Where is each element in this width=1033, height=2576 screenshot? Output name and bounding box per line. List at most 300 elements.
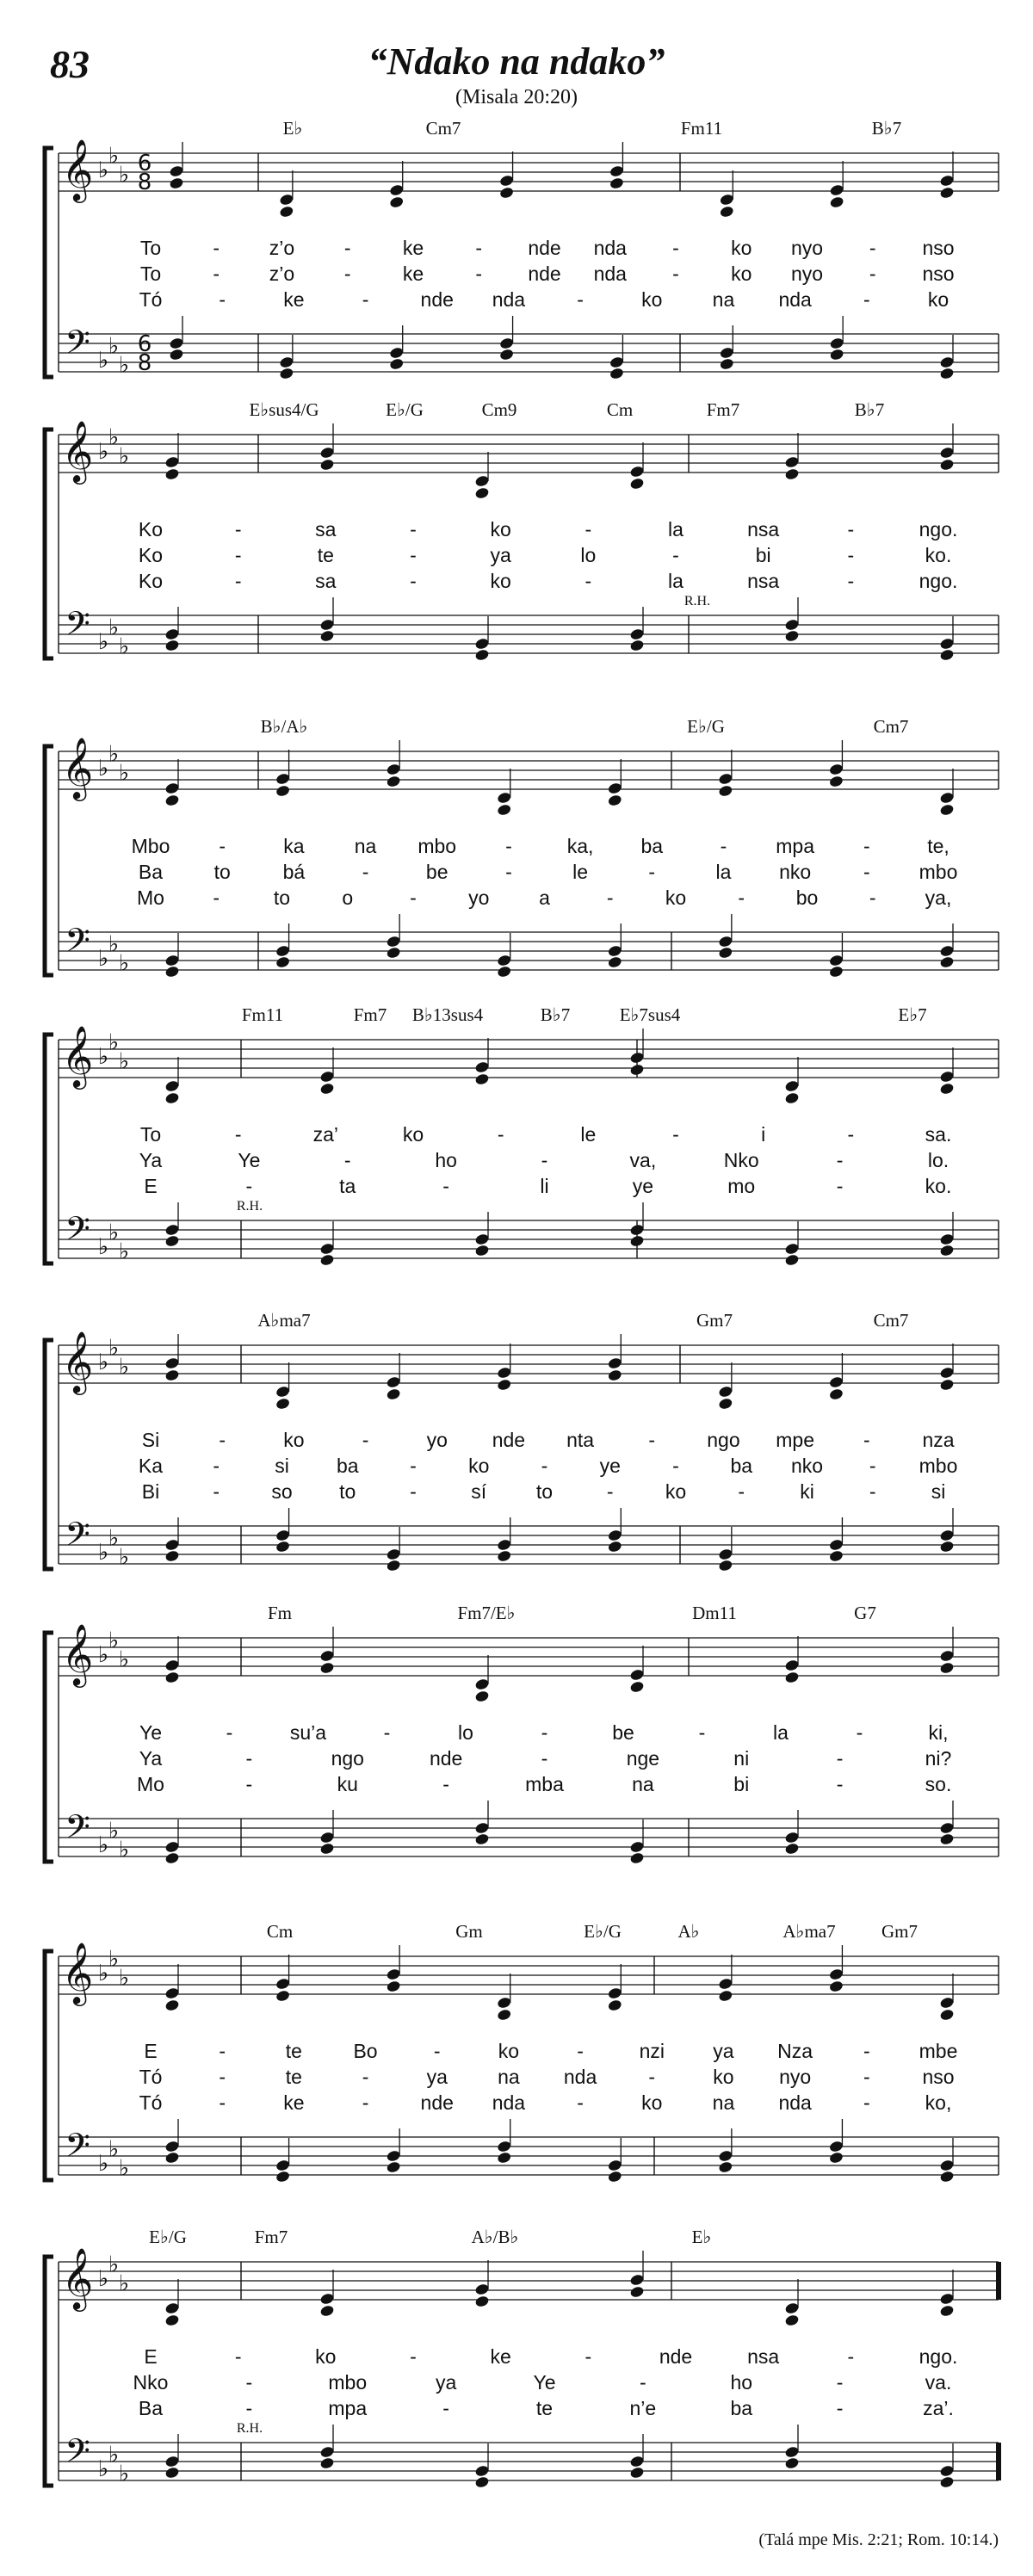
lyric-syllable: To xyxy=(139,237,162,259)
flat-icon: ♭ xyxy=(118,1354,130,1381)
lyric-syllable: ka, xyxy=(566,835,594,857)
lyric-syllable: te xyxy=(317,544,334,566)
lyric-hyphen: - xyxy=(738,1480,745,1503)
bass-note xyxy=(629,1234,645,1247)
harmony-note xyxy=(169,176,184,189)
lyric-hyphen: - xyxy=(640,2371,646,2394)
lyric-syllable: Mbo xyxy=(131,835,170,857)
flat-icon: ♭ xyxy=(118,2270,130,2297)
bass-note xyxy=(629,2466,645,2479)
lyric-syllable: nza xyxy=(922,1429,955,1451)
bass-note xyxy=(784,1842,800,1855)
lyric-hyphen: - xyxy=(836,1773,844,1795)
flat-icon: ♭ xyxy=(97,946,109,972)
chord-symbol: Fm11 xyxy=(680,118,723,139)
harmony-note xyxy=(164,1091,180,1104)
lyric-syllable: Ko xyxy=(138,570,164,592)
harmony-note xyxy=(607,794,622,806)
right-hand-marker: R.H. xyxy=(684,594,711,608)
melody-note xyxy=(389,183,405,196)
harmony-note xyxy=(275,1397,291,1410)
lyric-hyphen: - xyxy=(585,570,592,592)
lyric-syllable: ko xyxy=(490,518,511,541)
lyric-syllable: nde xyxy=(528,237,561,259)
bass-note xyxy=(389,357,405,370)
lyric-syllable: ko xyxy=(927,288,949,311)
bass-note xyxy=(718,935,733,948)
bass-note xyxy=(319,2445,335,2458)
bass-note xyxy=(474,1244,490,1257)
bass-clef-icon: 𝄢 xyxy=(65,921,90,967)
bass-note xyxy=(939,648,955,661)
melody-note xyxy=(828,1375,844,1388)
harmony-note xyxy=(609,176,624,189)
lyric-syllable: va, xyxy=(629,1149,657,1171)
bass-note xyxy=(497,965,512,978)
chord-symbol: A♭/B♭ xyxy=(471,2227,519,2247)
bass-note xyxy=(164,1851,180,1864)
bass-note xyxy=(939,1832,955,1845)
bass-note xyxy=(939,944,955,957)
lyric-hyphen: - xyxy=(505,861,512,883)
harmony-note xyxy=(474,1690,490,1702)
lyric-syllable: ki xyxy=(800,1480,814,1503)
bass-note xyxy=(499,337,515,349)
lyric-syllable: lo xyxy=(458,1721,473,1744)
flat-icon: ♭ xyxy=(108,1029,120,1056)
lyric-syllable: Ye xyxy=(238,1149,261,1171)
system-bracket xyxy=(45,1633,53,1862)
lyric-hyphen: - xyxy=(433,2040,441,2062)
harmony-note xyxy=(718,784,733,797)
lyric-syllable: ko xyxy=(402,1123,424,1146)
right-hand-marker: R.H. xyxy=(236,2421,263,2436)
bass-note xyxy=(719,357,734,370)
melody-note xyxy=(499,174,515,187)
melody-note xyxy=(607,1356,622,1369)
flat-icon: ♭ xyxy=(108,143,120,170)
lyric-syllable: nsa xyxy=(747,570,780,592)
lyric-syllable: ku xyxy=(337,1773,358,1795)
melody-note xyxy=(784,2301,800,2314)
bass-note xyxy=(275,2159,291,2171)
lyric-hyphen: - xyxy=(863,2091,870,2114)
harmony-note xyxy=(828,1387,844,1400)
melody-note xyxy=(386,1375,401,1388)
lyric-syllable: nzi xyxy=(639,2040,665,2062)
flat-icon: ♭ xyxy=(118,443,130,470)
lyric-syllable: ya xyxy=(435,2371,457,2394)
lyric-syllable: to xyxy=(339,1480,356,1503)
lyric-hyphen: - xyxy=(606,886,614,909)
melody-note xyxy=(784,1079,800,1092)
lyric-syllable: z’o xyxy=(269,263,295,285)
lyric-syllable: ya xyxy=(426,2066,448,2088)
system-bracket xyxy=(45,1340,53,1569)
melody-note xyxy=(275,1977,291,1990)
lyric-hyphen: - xyxy=(362,1429,369,1451)
harmony-note xyxy=(629,477,645,490)
treble-clef-icon: 𝄞 xyxy=(61,419,94,482)
bass-note xyxy=(784,1831,800,1844)
harmony-note xyxy=(939,186,955,199)
melody-note xyxy=(164,1986,180,1999)
lyric-syllable: ni? xyxy=(925,1747,952,1770)
system-bracket xyxy=(45,1035,53,1263)
lyric-syllable: mpa xyxy=(776,835,815,857)
lyric-syllable: nda xyxy=(563,2066,597,2088)
lyric-syllable: nsa xyxy=(747,518,780,541)
bass-note xyxy=(718,946,733,959)
lyric-hyphen: - xyxy=(847,544,855,566)
flat-icon: ♭ xyxy=(108,615,120,641)
harmony-note xyxy=(939,2008,955,2021)
flat-icon: ♭ xyxy=(97,1044,109,1070)
chord-symbol: A♭ma7 xyxy=(782,1921,836,1942)
flat-icon: ♭ xyxy=(108,1335,120,1362)
bass-note xyxy=(164,1234,180,1247)
lyric-syllable: ba xyxy=(730,2397,753,2419)
harmony-note xyxy=(784,2313,800,2326)
lyric-hyphen: - xyxy=(869,237,876,259)
lyric-syllable: le xyxy=(572,861,589,883)
bass-note xyxy=(828,954,844,967)
bass-note xyxy=(939,2475,955,2488)
system-bracket xyxy=(45,429,53,658)
chord-symbol: E♭ xyxy=(691,2227,712,2247)
harmony-note xyxy=(607,1368,622,1381)
lyric-syllable: Ba xyxy=(138,861,164,883)
lyric-syllable: ke xyxy=(490,2345,511,2368)
bass-note xyxy=(497,1538,512,1551)
melody-note xyxy=(719,193,734,206)
lyric-hyphen: - xyxy=(219,2066,226,2088)
bass-clef-icon: 𝄢 xyxy=(65,1807,90,1854)
melody-note xyxy=(319,446,335,459)
lyric-syllable: na xyxy=(354,835,377,857)
lyric-syllable: bo xyxy=(795,886,819,909)
lyric-hyphen: - xyxy=(362,861,369,883)
lyric-hyphen: - xyxy=(847,518,855,541)
harmony-note xyxy=(389,195,405,208)
bass-note xyxy=(474,2464,490,2477)
lyric-syllable: Ya xyxy=(139,1149,163,1171)
bass-note xyxy=(718,1559,733,1572)
chord-symbol: E♭/G xyxy=(386,399,424,420)
lyric-syllable: Ye xyxy=(139,1721,163,1744)
bass-note xyxy=(607,2159,622,2171)
lyric-hyphen: - xyxy=(836,2371,844,2394)
lyric-hyphen: - xyxy=(410,1455,417,1477)
lyric-syllable: na xyxy=(712,2091,735,2114)
melody-note xyxy=(939,1649,955,1662)
melody-note xyxy=(319,1070,335,1083)
lyric-syllable: su’a xyxy=(289,1721,327,1744)
time-signature-bottom: 8 xyxy=(137,350,152,376)
flat-icon: ♭ xyxy=(118,1837,130,1863)
flat-icon: ♭ xyxy=(118,2155,130,2182)
lyric-syllable: mbo xyxy=(418,835,457,857)
lyric-hyphen: - xyxy=(672,1455,679,1477)
bass-note xyxy=(319,1242,335,1255)
lyric-syllable: ba xyxy=(730,1455,753,1477)
lyric-syllable: ko xyxy=(315,2345,337,2368)
lyric-hyphen: - xyxy=(213,1480,220,1503)
lyric-syllable: nde xyxy=(420,288,454,311)
lyric-syllable: Mo xyxy=(137,886,164,909)
lyric-hyphen: - xyxy=(847,570,855,592)
melody-note xyxy=(319,2292,335,2305)
melody-note xyxy=(609,164,624,177)
lyric-hyphen: - xyxy=(226,1721,233,1744)
lyric-hyphen: - xyxy=(410,518,417,541)
lyric-hyphen: - xyxy=(863,835,870,857)
lyric-syllable: ngo. xyxy=(919,2345,958,2368)
lyric-hyphen: - xyxy=(410,570,417,592)
lyric-syllable: mbo xyxy=(919,861,958,883)
lyric-hyphen: - xyxy=(672,1123,679,1146)
bass-clef-icon: 𝄢 xyxy=(65,1209,90,1256)
bass-note xyxy=(169,348,184,361)
harmony-note xyxy=(607,1998,622,2011)
flat-icon: ♭ xyxy=(97,158,109,183)
flat-icon: ♭ xyxy=(118,1239,130,1265)
chord-symbol: Cm7 xyxy=(873,1310,909,1331)
lyric-syllable: nge xyxy=(626,1747,660,1770)
chord-symbol: Cm7 xyxy=(873,716,909,737)
melody-note xyxy=(718,1977,733,1990)
lyric-syllable: nda xyxy=(593,237,627,259)
lyric-syllable: Mo xyxy=(137,1773,164,1795)
lyric-syllable: yo xyxy=(468,886,490,909)
bass-note xyxy=(497,954,512,967)
lyric-syllable: ngo. xyxy=(919,570,958,592)
lyric-syllable: ko xyxy=(641,288,663,311)
system-bracket xyxy=(45,2257,53,2486)
harmony-note xyxy=(164,1998,180,2011)
harmony-note xyxy=(828,775,844,788)
flat-icon: ♭ xyxy=(108,1220,120,1246)
flat-icon: ♭ xyxy=(97,629,109,655)
bass-note xyxy=(719,346,734,359)
lyric-hyphen: - xyxy=(541,1455,548,1477)
lyric-syllable: nde xyxy=(492,1429,526,1451)
bass-note xyxy=(275,1540,291,1553)
bass-note xyxy=(939,355,955,368)
melody-note xyxy=(607,1986,622,1999)
melody-note xyxy=(474,1677,490,1690)
flat-icon: ♭ xyxy=(97,1350,109,1375)
lyric-hyphen: - xyxy=(648,1429,656,1451)
lyric-syllable: ya xyxy=(713,2040,734,2062)
flat-icon: ♭ xyxy=(108,1818,120,1844)
lyric-syllable: to xyxy=(213,861,231,883)
melody-note xyxy=(474,2283,490,2295)
lyric-hyphen: - xyxy=(585,2345,592,2368)
lyric-syllable: li xyxy=(540,1175,549,1197)
chord-symbol: Fm xyxy=(267,1603,293,1623)
melody-note xyxy=(718,1385,733,1398)
lyric-syllable: Bo xyxy=(353,2040,378,2062)
lyric-syllable: ko xyxy=(641,2091,663,2114)
lyric-syllable: ye xyxy=(632,1175,654,1197)
chord-symbol: E♭7sus4 xyxy=(619,1004,681,1025)
lyric-syllable: ko xyxy=(731,263,752,285)
flat-icon: ♭ xyxy=(97,439,109,465)
lyric-syllable: Nza xyxy=(777,2040,813,2062)
harmony-note xyxy=(828,1980,844,1992)
melody-note xyxy=(386,763,401,775)
treble-clef-icon: 𝄞 xyxy=(61,138,94,201)
bass-note xyxy=(275,944,291,957)
bass-note xyxy=(319,1253,335,1266)
lyric-syllable: so xyxy=(271,1480,293,1503)
system-bracket xyxy=(45,746,53,975)
chord-symbol: B♭13sus4 xyxy=(411,1004,484,1025)
flat-icon: ♭ xyxy=(108,1946,120,1973)
bass-note xyxy=(164,2466,180,2479)
chord-symbol: A♭ma7 xyxy=(257,1310,311,1331)
melody-note xyxy=(939,2292,955,2305)
lyric-hyphen: - xyxy=(863,861,870,883)
chord-symbol: Fm7 xyxy=(254,2227,288,2247)
flat-icon: ♭ xyxy=(97,1234,109,1260)
lyric-hyphen: - xyxy=(362,2066,369,2088)
bass-note xyxy=(828,1538,844,1551)
lyric-syllable: ngo xyxy=(331,1747,364,1770)
flat-icon: ♭ xyxy=(97,2456,109,2482)
flat-icon: ♭ xyxy=(97,2151,109,2177)
chord-symbol: Cm7 xyxy=(425,118,461,139)
flat-icon: ♭ xyxy=(118,1965,130,1992)
melody-note xyxy=(629,465,645,478)
lyric-syllable: nda xyxy=(778,288,812,311)
bass-note xyxy=(386,946,401,959)
flat-icon: ♭ xyxy=(108,2252,120,2278)
lyric-syllable: bi xyxy=(755,544,771,566)
lyric-syllable: nta xyxy=(566,1429,595,1451)
harmony-note xyxy=(164,467,180,480)
bass-note xyxy=(164,1223,180,1236)
lyric-hyphen: - xyxy=(836,1747,844,1770)
lyric-syllable: nko xyxy=(790,1455,824,1477)
lyric-syllable: la xyxy=(668,518,684,541)
bass-note xyxy=(784,1242,800,1255)
time-signature-top: 6 xyxy=(137,331,152,357)
flat-icon: ♭ xyxy=(97,1961,109,1986)
lyric-syllable: ko xyxy=(665,1480,687,1503)
bass-note xyxy=(386,1547,401,1560)
lyric-syllable: na xyxy=(498,2066,520,2088)
flat-icon: ♭ xyxy=(118,2461,130,2487)
lyric-syllable: ho xyxy=(435,1149,457,1171)
treble-clef-icon: 𝄞 xyxy=(61,2246,94,2309)
lyric-hyphen: - xyxy=(383,1721,391,1744)
lyric-hyphen: - xyxy=(245,2371,253,2394)
bass-note xyxy=(279,367,294,380)
chord-symbol: Cm xyxy=(266,1921,294,1942)
bass-note xyxy=(718,1547,733,1560)
flat-icon: ♭ xyxy=(108,1628,120,1654)
lyric-hyphen: - xyxy=(672,263,679,285)
lyric-hyphen: - xyxy=(219,2091,226,2114)
harmony-note xyxy=(497,2008,512,2021)
lyric-syllable: ki, xyxy=(928,1721,949,1744)
lyric-syllable: ko xyxy=(731,237,752,259)
harmony-note xyxy=(939,2304,955,2317)
bass-note xyxy=(319,618,335,631)
lyric-syllable: lo. xyxy=(927,1149,949,1171)
lyric-syllable: be xyxy=(612,1721,634,1744)
bass-note xyxy=(164,1840,180,1853)
hymn-title: “Ndako na ndako” xyxy=(368,40,665,83)
lyric-syllable: ni xyxy=(733,1747,750,1770)
bass-note xyxy=(607,2170,622,2183)
chord-symbol: Cm xyxy=(606,399,634,420)
lyric-syllable: To xyxy=(139,263,162,285)
bass-note xyxy=(939,955,955,968)
flat-icon: ♭ xyxy=(118,1048,130,1075)
harmony-note xyxy=(275,784,291,797)
system-bracket xyxy=(45,1951,53,2180)
lyric-hyphen: - xyxy=(672,544,679,566)
bass-note xyxy=(629,2455,645,2468)
lyric-syllable: ko xyxy=(498,2040,520,2062)
bass-note xyxy=(939,1529,955,1541)
lyric-hyphen: - xyxy=(245,1773,253,1795)
lyric-syllable: nyo xyxy=(790,263,824,285)
lyric-syllable: te xyxy=(535,2397,554,2419)
chord-symbol: Fm7/E♭ xyxy=(457,1603,516,1623)
harmony-note xyxy=(939,1082,955,1095)
lyric-hyphen: - xyxy=(245,2397,253,2419)
bass-note xyxy=(319,1842,335,1855)
chord-symbol: Gm7 xyxy=(696,1310,733,1331)
bass-note xyxy=(784,1253,800,1266)
harmony-note xyxy=(784,1671,800,1683)
lyric-syllable: sí xyxy=(471,1480,487,1503)
chord-symbol: Dm11 xyxy=(692,1603,737,1623)
flat-icon: ♭ xyxy=(97,1540,109,1566)
lyric-hyphen: - xyxy=(497,1123,504,1146)
chord-symbol: Cm9 xyxy=(481,399,517,420)
lyric-syllable: te, xyxy=(927,835,949,857)
lyric-syllable: n’e xyxy=(629,2397,657,2419)
harmony-note xyxy=(279,205,294,218)
lyric-hyphen: - xyxy=(234,544,242,566)
lyric-hyphen: - xyxy=(869,263,876,285)
harmony-note xyxy=(719,205,734,218)
bass-note xyxy=(629,627,645,640)
lyric-hyphen: - xyxy=(738,886,745,909)
lyric-syllable: le xyxy=(580,1123,597,1146)
lyric-syllable: Si xyxy=(141,1429,160,1451)
hymn-number: 83 xyxy=(50,42,90,86)
chord-symbol: Fm7 xyxy=(706,399,740,420)
harmony-note xyxy=(497,803,512,816)
bass-note xyxy=(784,618,800,631)
lyric-syllable: ke xyxy=(283,2091,305,2114)
lyric-hyphen: - xyxy=(672,237,679,259)
bass-note xyxy=(389,346,405,359)
bass-note xyxy=(164,2151,180,2164)
harmony-note xyxy=(718,1397,733,1410)
bass-note xyxy=(169,337,184,349)
flat-icon: ♭ xyxy=(108,741,120,768)
harmony-note xyxy=(319,458,335,471)
lyric-hyphen: - xyxy=(577,2091,584,2114)
bass-note xyxy=(164,639,180,652)
